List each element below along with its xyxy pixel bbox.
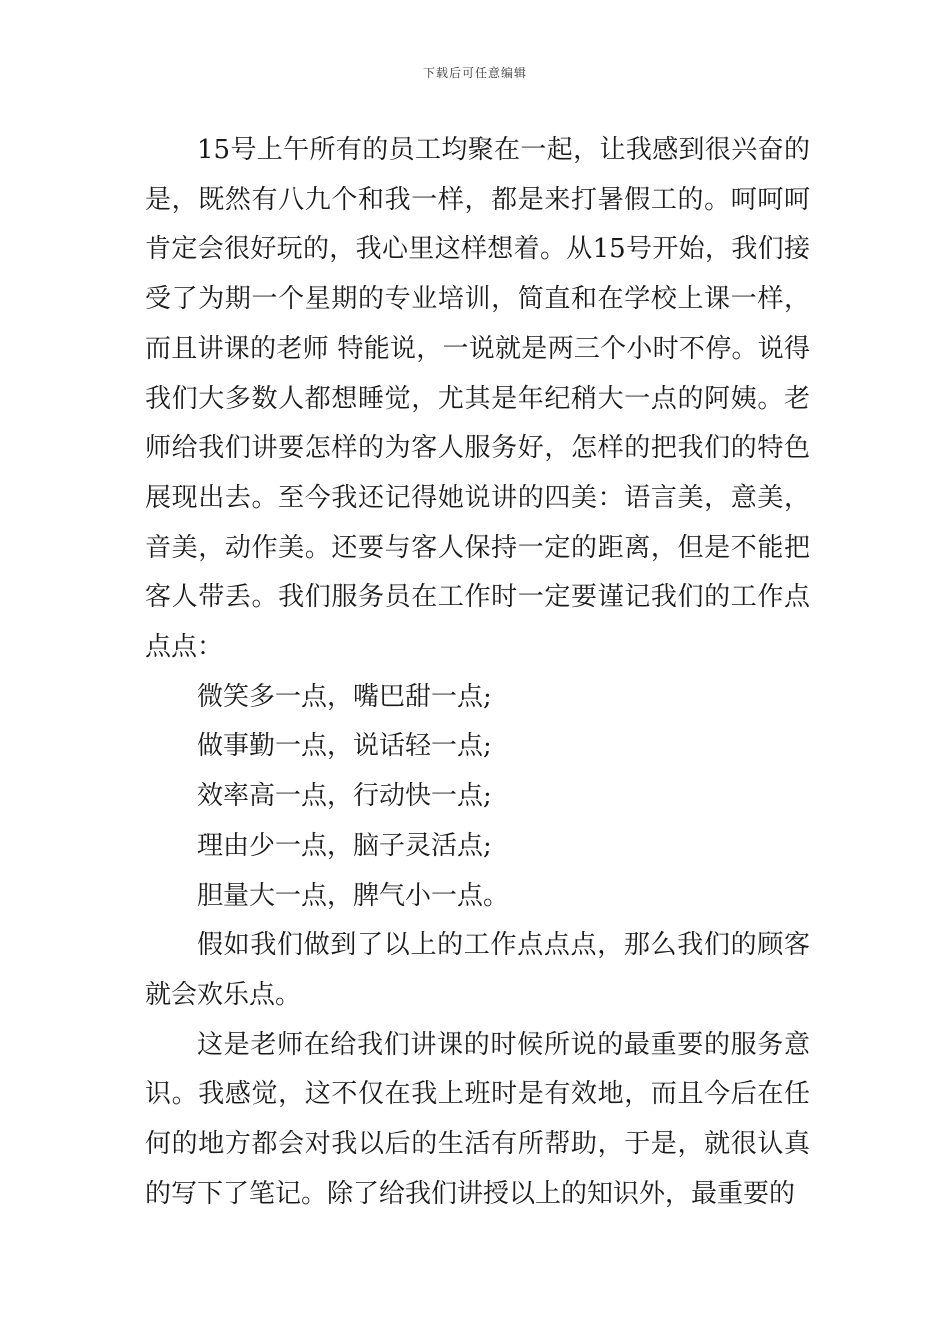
paragraph-conclusion: 假如我们做到了以上的工作点点点，那么我们的顾客就会欢乐点。 [145, 930, 810, 1010]
list-item: 微笑多一点，嘴巴甜一点; [197, 681, 492, 712]
list-item: 做事勤一点，说话轻一点; [197, 731, 492, 762]
page-header: 下载后可任意编辑 [422, 66, 527, 80]
list-item: 理由少一点，脑子灵活点; [197, 830, 492, 861]
list-item: 胆量大一点，脾气小一点。 [197, 880, 510, 911]
service-points-list [145, 673, 810, 922]
list-item: 效率高一点，行动快一点; [197, 781, 492, 812]
paragraph-training: 15号上午所有的员工均聚在一起，让我感到很兴奋的是，既然有八九个和我一样，都是来打暑假工的。呵呵呵肯定会很好玩的，我心里这样想着。从15号开始，我们接受了为期一个星期的专业培训，简直和在学校上课一样，而且讲课的老师 特能说，一说就是两三个小时不停。说得我们大多数人都想睡觉，尤其是年纪稍大一点的阿姨。老师给我们讲要怎样的为客人服务好，怎样的把我们的特色展现出去。至今我还记得她说讲的四美：语言美，意美，音美，动作美。还要与客人保持一定的距离，但是不能把客人带丢。我们服务员在工作时一定要谨记我们的工作点点点： [145, 135, 810, 663]
document-body [145, 126, 810, 1219]
paragraph-service-awareness: 这是老师在给我们讲课的时候所说的最重要的服务意识。我感觉，这不仅在我上班时是有效地，而且今后在任何的地方都会对我以后的生活有所帮助，于是，就很认真的写下了笔记。除了给我们讲授以上的知识外，最重要的 [145, 1029, 810, 1209]
